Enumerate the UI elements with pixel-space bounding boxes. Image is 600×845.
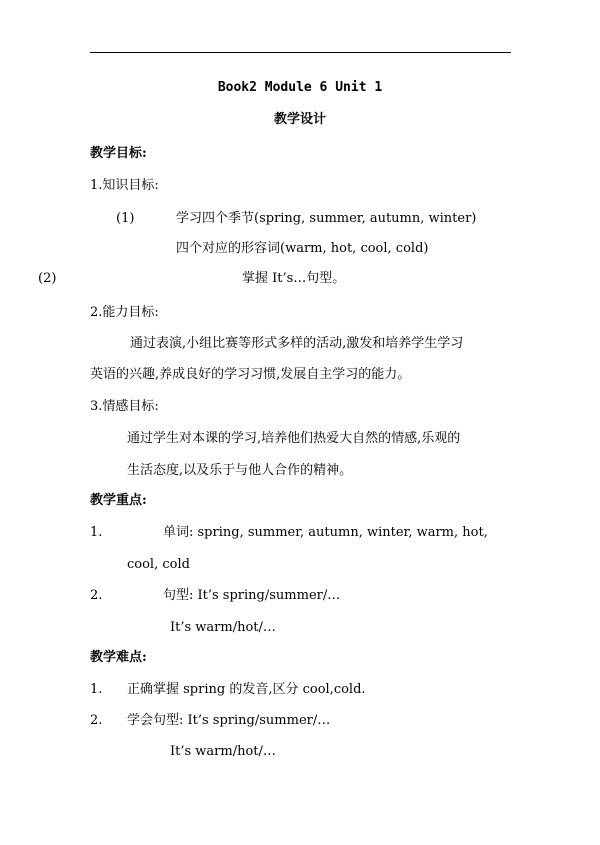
ability-heading: 2.能力目标: (90, 305, 159, 320)
key-point-2-continuation: It’s warm/hot/… (170, 620, 276, 635)
knowledge-item1-number: (1) (116, 211, 135, 226)
difficult-points-heading: 教学难点: (90, 650, 147, 665)
key-point-1-continuation: cool, cold (127, 557, 190, 572)
knowledge-heading: 1.知识目标: (90, 178, 159, 193)
key-point-2-number: 2. (90, 588, 103, 603)
key-point-1-number: 1. (90, 525, 103, 540)
key-point-1-text: 单词: spring, summer, autumn, winter, warm, hot, (163, 525, 488, 540)
difficult-point-1-number: 1. (90, 682, 103, 697)
emotion-heading: 3.情感目标: (90, 399, 159, 414)
emotion-text-line2: 生活态度,以及乐于与他人合作的精神。 (127, 463, 353, 478)
document-subtitle: 教学设计 (273, 112, 326, 127)
header-rule (90, 52, 511, 53)
ability-text-line2: 英语的兴趣,养成良好的学习习惯,发展自主学习的能力。 (90, 367, 411, 382)
knowledge-item2-text: 掌握 It’s…句型。 (242, 271, 346, 286)
key-point-2-text: 句型: It’s spring/summer/… (163, 588, 341, 603)
knowledge-item1-continuation: 四个对应的形容词(warm, hot, cool, cold) (176, 241, 429, 256)
difficult-point-1-text: 正确掌握 spring 的发音,区分 cool,cold. (127, 682, 366, 697)
difficult-point-2-text: 学会句型: It’s spring/summer/… (127, 713, 331, 728)
key-points-heading: 教学重点: (90, 493, 147, 508)
difficult-point-2-number: 2. (90, 713, 103, 728)
emotion-text-line1: 通过学生对本课的学习,培养他们热爱大自然的情感,乐观的 (127, 431, 461, 446)
document-title: Book2 Module 6 Unit 1 (217, 80, 383, 95)
knowledge-item1-text: 学习四个季节(spring, summer, autumn, winter) (176, 211, 477, 226)
objectives-heading: 教学目标: (90, 146, 147, 161)
difficult-point-2-continuation: It’s warm/hot/… (170, 744, 276, 759)
knowledge-item2-number: (2) (38, 271, 57, 286)
ability-text-line1: 通过表演,小组比赛等形式多样的活动,激发和培养学生学习 (130, 336, 464, 351)
